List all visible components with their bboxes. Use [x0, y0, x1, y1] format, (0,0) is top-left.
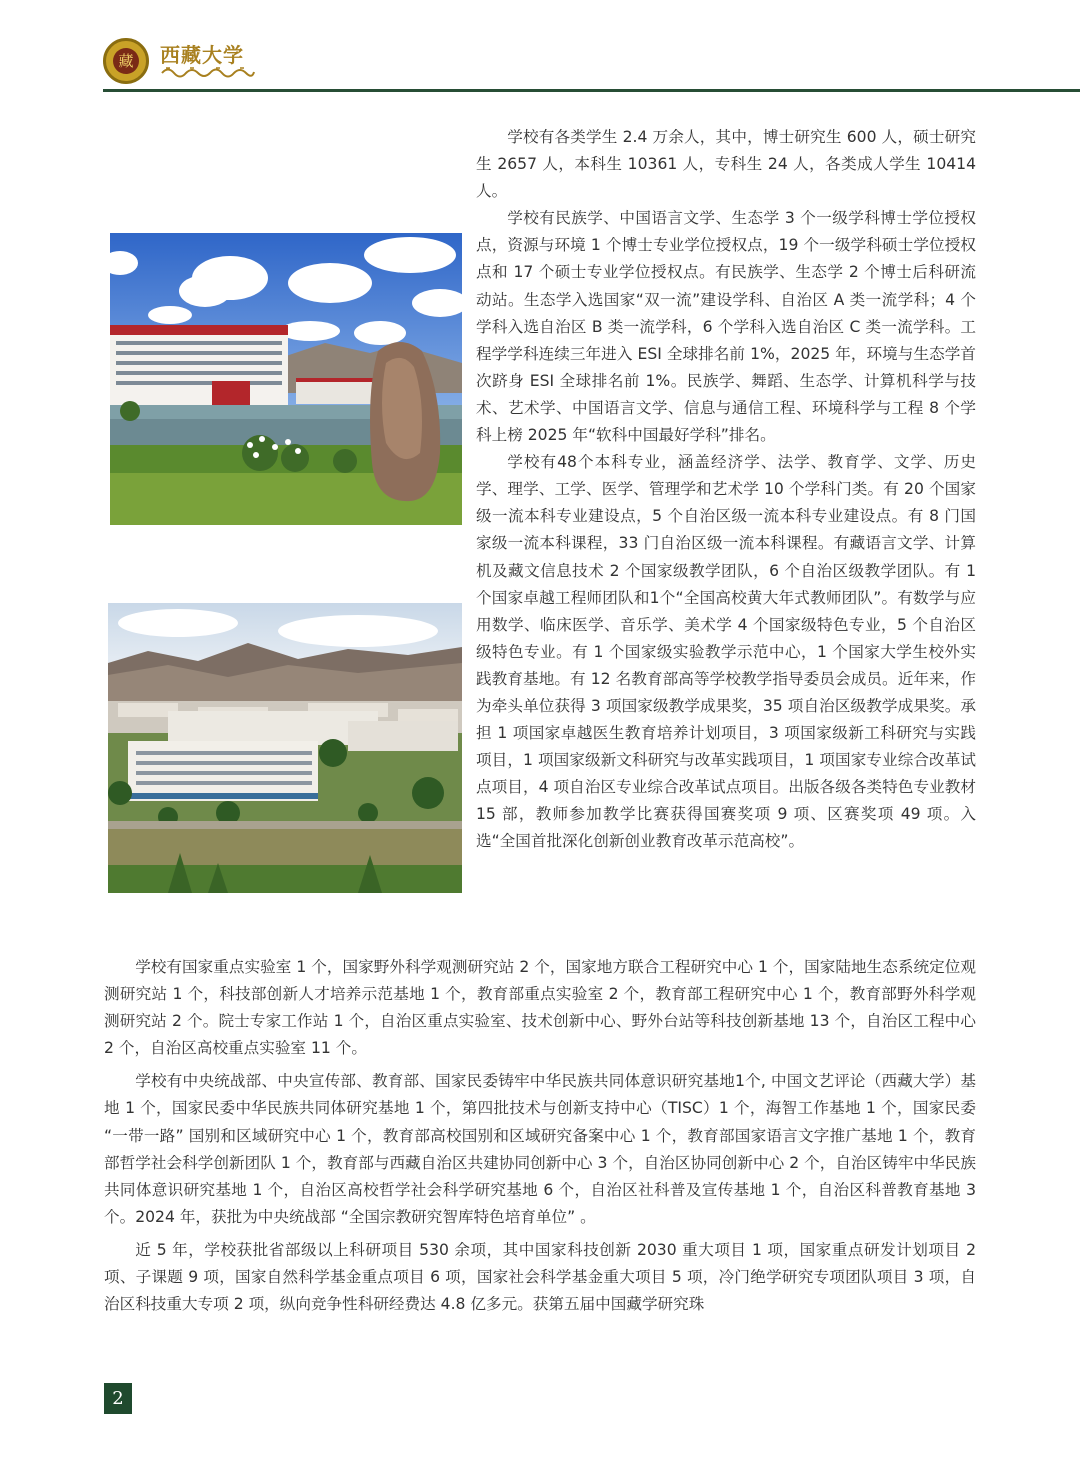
university-emblem-icon — [103, 38, 149, 84]
page-header — [0, 0, 1080, 96]
tibetan-script-logo-icon — [160, 64, 256, 78]
research-bases-paragraph: 学校有中央统战部、中央宣传部、教育部、国家民委铸牢中华民族共同体意识研究基地1个, 中国文艺评论（西藏大学）基地 1 个，国家民委中华民族共同体研究基地 1 个，第四批技术与创新支持中心（TISC）1 个，海智工作基地 1 个，国家民委 “一带一路” 国别和区域研究中心 1 个，教育部高校国别和区域研究备案中心 1 个，教育部国家语言文字推广基地 1 个，教育部哲学社会科学创新团队 1 个，教育部与西藏自治区共建协同创新中心 3 个，自治区协同创新中心 2 个，自治区铸牢中华民族共同体意识研究基地 1 个，自治区高校哲学社会科学研究基地 6 个，自治区社科普及宣传基地 1 个，自治区科普教育基地 3 个。2024 年，获批为中央统战部 “全国宗教研究智库特色培育单位” 。 — [104, 1072, 976, 1226]
header-divider — [103, 89, 1080, 92]
students-paragraph: 学校有各类学生 2.4 万余人，其中，博士研究生 600 人，硕士研究生 2657 人，本科生 10361 人，专科生 24 人，各类成人学生 10414 人。 — [476, 128, 976, 201]
campus-aerial-photo — [108, 603, 462, 893]
university-name: 西藏大学 — [160, 43, 244, 67]
undergraduate-paragraph: 学校有48个本科专业，涵盖经济学、法学、教育学、文学、历史学、理学、工学、医学、管理学和艺术学 10 个学科门类。有 20 个国家级一流本科专业建设点，5 个自治区级一流本科专业建设点。有 8 门国家级一流本科课程，33 门自治区级一流本科课程。有藏语言文学、计算机及藏文信息技术 2 个国家级教学团队，6 个自治区级教学团队。有 1 个国家卓越工程师团队和1个“全国高校黄大年式教师团队”。有数学与应用数学、临床医学、音乐学、美术学 4 个国家级特色专业，5 个自治区级特色专业。有 1 个国家级实验教学示范中心，1 个国家大学生校外实践教育基地。有 12 名教育部高等学校教学指导委员会成员。近年来，作为牵头单位获得 3 项国家级教学成果奖，35 项自治区级教学成果奖。承担 1 项国家卓越医生教育培养计划项目，3 项国家级新工科研究与实践项目，1 项国家级新文科研究与改革实践项目，1 项国家专业综合改革试点项目，4 项自治区专业综合改革试点项目。出版各级各类特色专业教材 15 部，教师参加教学比赛获得国赛奖项 9 项、区赛奖项 49 项。入选“全国首批深化创新创业教育改革示范高校”。 — [476, 453, 976, 851]
right-text-column — [476, 124, 976, 856]
emblem-glyph: 藏 — [113, 48, 139, 74]
full-width-text — [104, 954, 976, 1318]
page-number: 2 — [104, 1383, 132, 1414]
research-platforms-paragraph: 学校有国家重点实验室 1 个，国家野外科学观测研究站 2 个，国家地方联合工程研究中心 1 个，国家陆地生态系统定位观测研究站 1 个，科技部创新人才培养示范基地 1 个，教育部重点实验室 2 个，教育部工程研究中心 1 个，教育部野外科学观测研究站 2 个。院士专家工作站 1 个，自治区重点实验室、技术创新中心、野外台站等科技创新基地 13 个，自治区工程中心 2 个，自治区高校重点实验室 11 个。 — [104, 958, 976, 1058]
disciplines-paragraph: 学校有民族学、中国语言文学、生态学 3 个一级学科博士学位授权点，资源与环境 1 个博士专业学位授权点，19 个一级学科硕士学位授权点和 17 个硕士专业学位授权点。有民族学、生态学 2 个博士后科研流动站。生态学入选国家“双一流”建设学科、自治区 A 类一流学科；4 个学科入选自治区 B 类一流学科，6 个学科入选自治区 C 类一流学科。工程学学科连续三年进入 ESI 全球排名前 1%，2025 年，环境与生态学首次跻身 ESI 全球排名前 1%。民族学、舞蹈、生态学、计算机科学与技术、艺术学、中国语言文学、信息与通信工程、环境科学与工程 8 个学科上榜 2025 年“软科中国最好学科”排名。 — [476, 209, 976, 445]
research-projects-paragraph: 近 5 年，学校获批省部级以上科研项目 530 余项，其中国家科技创新 2030 重大项目 1 项，国家重点研发计划项目 2 项、子课题 9 项，国家自然科学基金重点项目 6 项，国家社会科学基金重大项目 5 项，冷门绝学研究专项团队项目 3 项，自治区科技重大专项 2 项，纵向竞争性科研经费达 4.8 亿多元。获第五届中国藏学研究珠 — [104, 1240, 976, 1314]
campus-building-photo — [110, 233, 462, 525]
